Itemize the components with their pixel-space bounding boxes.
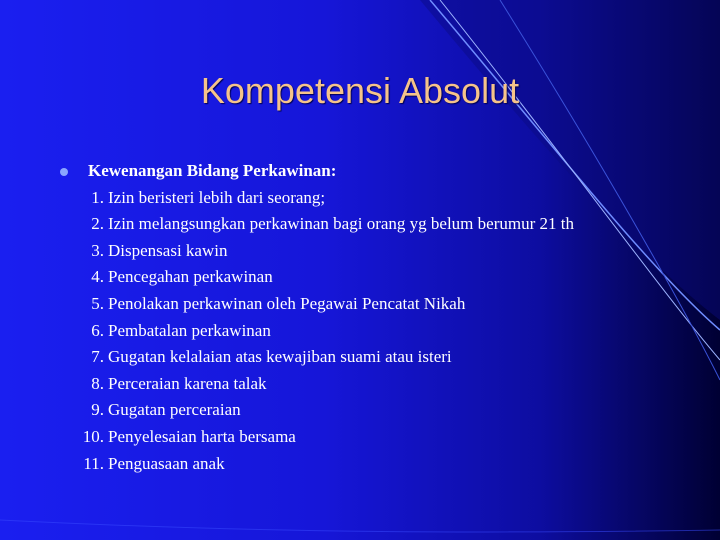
bullet-item — [60, 158, 574, 185]
list-item — [72, 211, 574, 238]
list-item — [72, 344, 574, 371]
list-item — [72, 397, 574, 424]
list-item-number: 11. — [83, 453, 104, 473]
list-item-text: Penguasaan anak — [108, 453, 225, 473]
list-item-number: 6. — [91, 320, 104, 340]
slide-content — [60, 158, 574, 477]
slide-title-text: Kompetensi Absolut — [200, 70, 520, 111]
numbered-list — [60, 185, 574, 478]
list-item — [72, 238, 574, 265]
list-item — [72, 264, 574, 291]
list-item-text: Dispensasi kawin — [108, 240, 228, 260]
list-item-text: Penolakan perkawinan oleh Pegawai Pencatat Nikah — [108, 293, 466, 313]
list-item — [72, 318, 574, 345]
list-item-text: Izin beristeri lebih dari seorang; — [108, 187, 326, 207]
list-item-number: 5. — [91, 293, 104, 313]
list-item-number: 7. — [91, 347, 104, 367]
list-item-text: Perceraian karena talak — [108, 373, 267, 393]
list-item — [72, 371, 574, 398]
list-item-text: Gugatan perceraian — [108, 400, 241, 420]
bullet-dot-icon — [60, 168, 68, 176]
list-item-text: Penyelesaian harta bersama — [108, 426, 296, 446]
list-item — [72, 291, 574, 318]
list-item — [72, 424, 574, 451]
list-item-text: Pembatalan perkawinan — [108, 320, 271, 340]
list-item-number: 10. — [82, 426, 104, 446]
list-item-number: 9. — [91, 400, 104, 420]
list-item-number: 2. — [91, 214, 104, 234]
list-item-number: 3. — [91, 240, 104, 260]
list-item — [72, 185, 574, 212]
list-item-text: Izin melangsungkan perkawinan bagi orang yg belum berumur 21 th — [108, 214, 574, 234]
list-item-number: 1. — [91, 187, 104, 207]
list-item-text: Gugatan kelalaian atas kewajiban suami atau isteri — [108, 347, 452, 367]
list-item — [72, 451, 574, 478]
list-item-text: Pencegahan perkawinan — [108, 267, 273, 287]
bullet-heading: Kewenangan Bidang Perkawinan: — [88, 161, 337, 180]
list-item-number: 4. — [91, 267, 104, 287]
list-item-number: 8. — [91, 373, 104, 393]
slide-title — [0, 70, 720, 112]
